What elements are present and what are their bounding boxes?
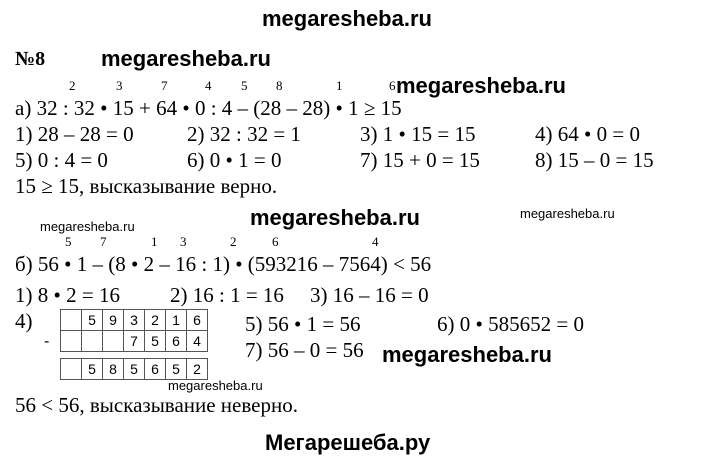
step: 4) 64 • 0 = 0 [535,122,640,146]
grid-cell [61,359,82,380]
grid-cell: 6 [166,331,187,352]
order-mark: 5 [241,78,248,93]
subtrahend-row [61,331,208,352]
result-row [61,359,208,380]
watermark-mid-center: megaresheba.ru [250,205,420,230]
expression-a: а) 32 : 32 • 15 + 64 • 0 : 4 – (28 – 28) • 1 ≥ 15 [15,96,402,120]
conclusion-a: 15 ≥ 15, высказывание верно. [15,174,278,198]
step: 7) 56 – 0 = 56 [245,338,364,362]
minus-sign: - [44,333,50,350]
order-mark: 2 [230,234,237,249]
grid-cell [61,331,82,352]
step: 3) 16 – 16 = 0 [310,283,429,307]
watermark-top: megaresheba.ru [262,6,432,31]
order-mark: 6 [272,234,279,249]
watermark-below-grid: megaresheba.ru [168,378,263,393]
grid-cell: 1 [166,310,187,331]
watermark-bottom: Мегарешеба.ру [265,430,431,455]
order-mark: 3 [116,78,123,93]
order-mark: 6 [389,78,396,93]
grid-cell [82,331,103,352]
step: 6) 0 • 1 = 0 [187,148,282,172]
step: 3) 1 • 15 = 15 [360,122,476,146]
grid-cell [103,331,124,352]
step: 2) 32 : 32 = 1 [187,122,301,146]
step: 5) 56 • 1 = 56 [245,312,361,336]
watermark-header: megaresheba.ru [101,46,271,71]
step: 5) 0 : 4 = 0 [15,148,108,172]
grid-cell: 5 [166,359,187,380]
watermark-step7: megaresheba.ru [382,342,552,367]
step: 8) 15 – 0 = 15 [535,148,654,172]
grid-cell: 5 [82,359,103,380]
order-mark: 7 [161,78,168,93]
grid-separator [61,352,208,359]
step: 2) 16 : 1 = 16 [170,283,284,307]
grid-cell [61,310,82,331]
order-mark: 1 [336,78,343,93]
grid-cell: 5 [145,331,166,352]
watermark-mid-right: megaresheba.ru [520,206,615,221]
expression-b: б) 56 • 1 – (8 • 2 – 16 : 1) • (593216 – 7564) < 56 [15,252,432,276]
order-mark: 4 [372,234,379,249]
order-mark: 3 [180,234,187,249]
grid-cell: 9 [103,310,124,331]
grid-cell: 8 [103,359,124,380]
order-mark: 5 [65,234,72,249]
watermark-line-a: megaresheba.ru [396,73,566,98]
order-mark: 7 [100,234,107,249]
step: 1) 8 • 2 = 16 [15,283,120,307]
step: 1) 28 – 28 = 0 [15,122,134,146]
order-mark: 4 [205,78,212,93]
grid-cell: 2 [145,310,166,331]
minuend-row [61,310,208,331]
watermark-mid-left: megaresheba.ru [40,219,135,234]
order-mark: 8 [276,78,283,93]
order-mark: 1 [151,234,158,249]
step: 7) 15 + 0 = 15 [360,148,480,172]
problem-number: №8 [15,48,46,70]
grid-cell: 5 [82,310,103,331]
grid-cell: 5 [124,359,145,380]
grid-cell: 6 [145,359,166,380]
conclusion-b: 56 < 56, высказывание неверно. [15,393,298,417]
step4-label: 4) [15,309,33,333]
step: 6) 0 • 585652 = 0 [437,312,584,336]
grid-cell: 2 [187,359,208,380]
grid-cell: 7 [124,331,145,352]
grid-cell: 4 [187,331,208,352]
grid-cell: 3 [124,310,145,331]
column-subtraction-grid [60,309,208,380]
order-mark: 2 [69,78,76,93]
grid-cell: 6 [187,310,208,331]
